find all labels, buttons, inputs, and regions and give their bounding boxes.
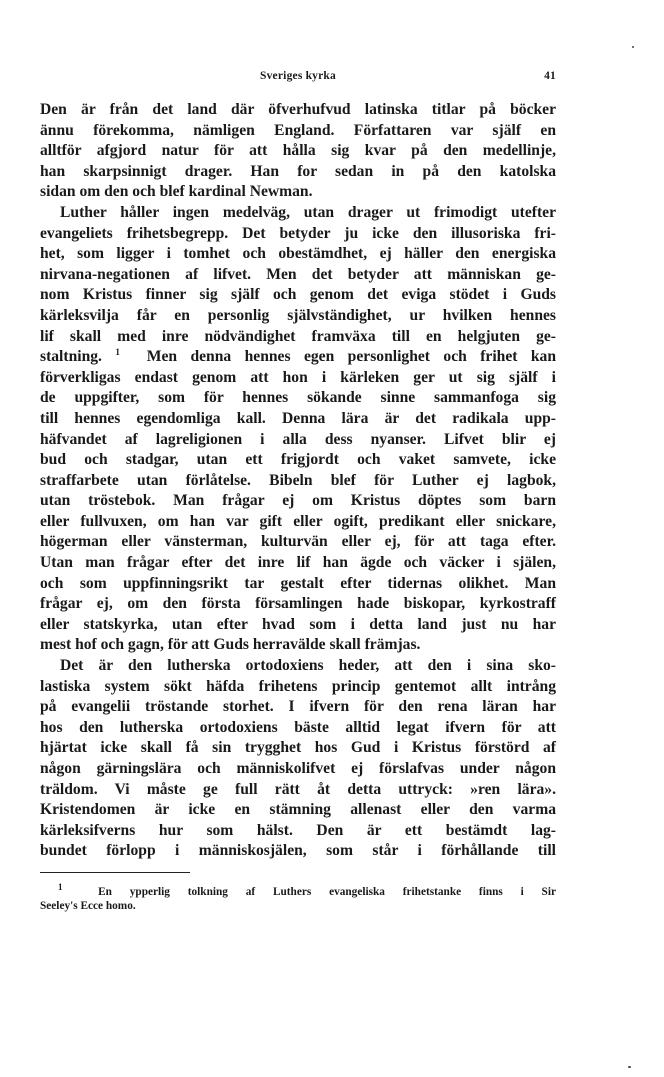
text-line: kärleksifverns hur som hälst. Den är ett bestämdt lag- [40,821,556,839]
scan-speck [628,1066,631,1068]
text-line: eller fullvuxen, om han var gift eller ogift, predikant eller snickare, [40,512,556,530]
text-line: alltför afgjord natur för att hålla sig kvar på den medellinje, [40,142,556,160]
text-line: någon gärningslära och människolifvet ej förslafvas under någon [40,760,556,777]
text-line: sidan om den och blef kardinal Newman. [40,183,313,201]
text-line: bud och stadgar, utan ett frigjordt och vaket samvete, icke [40,451,556,469]
text-line: eller statskyrka, utan efter hvad som i detta land just nu har [40,615,556,633]
footnote-marker: 1 [58,882,63,893]
text-line: nom Kristus finner sig själf och genom det eviga stödet i Guds [40,286,556,304]
text-line: straffarbete utan förlåtelse. Bibeln blef för Luther ej lagbok, [40,471,556,489]
page-number: 41 [544,70,556,82]
text-line: frågar ej, om den första församlingen hade biskopar, kyrkostraff [40,595,556,613]
paragraph-3 [40,656,556,862]
text-line: het, som ligger i tomhet och obestämdhet, ej häller den energiska [40,245,556,263]
text-line: träldom. Vi måste ge full rätt åt detta uttryck: »ren lära». [40,780,556,798]
text-line: utan tröstebok. Man frågar ej om Kristus döptes som barn [40,492,556,510]
paragraph-2 [40,203,556,656]
text-line: häfvandet af lagreligionen i alla dess nyanser. Lifvet blir ej [40,430,556,448]
text-line: kärleksvilja får en personlig självständighet, ur hvilken hennes [40,306,556,324]
footnote-text: En ypperlig tolkning af Luthers evangeliska frihetstanke finns i Sir [98,885,556,898]
text-line: Utan man frågar efter det inre lif han ägde och väcker i själen, [40,554,556,572]
text-line: bundet förlopp i människosjälen, som står i förhållande till [40,842,556,860]
running-title: Sveriges kyrka [260,70,336,82]
text-line: mest hof och gagn, för att Guds herravälde skall främjas. [40,636,421,654]
text-segment: Men denna hennes egen personlighet och frihet kan [146,348,556,366]
text-line: Luther håller ingen medelväg, utan drager ut frimodigt utefter [60,203,556,221]
footnote-divider [40,872,190,873]
text-line: Den är från det land där öfverhufvud latinska titlar på böcker [40,101,556,118]
text-line: förverkligas endast genom att hon i kärleken ger ut sig själf i [40,368,556,386]
footnote [40,882,556,914]
text-line: lastiska system sökt häfda frihetens princip gentemot allt intrång [40,677,556,695]
text-line: nirvana-negationen af lifvet. Men det betyder att människan ge- [40,265,556,283]
text-line: hos den lutherska ortodoxiens bäste alltid legat ifvern för att [40,718,556,736]
text-line: till hennes egendomliga kall. Denna lära är det radikala upp- [40,409,556,427]
text-line: Det är den lutherska ortodoxiens heder, att den i sina sko- [60,657,556,675]
running-head [40,64,556,86]
footnote-line [40,882,556,900]
text-line: på evangelii tröstande storhet. I ifvern för den rena läran har [40,698,556,716]
book-page [40,64,556,914]
text-line: Kristendomen är icke en stämning allenast eller den varma [40,801,556,819]
text-line: lif skall med inre nödvändighet framväxa till en helgjuten ge- [40,327,556,345]
body-text [40,100,556,862]
text-line: evangeliets frihetsbegrepp. Det betyder ju icke den illusoriska fri- [40,224,556,242]
paragraph-1 [40,100,556,203]
text-line: ännu förekomma, nämligen England. Författaren var själf en [40,121,556,139]
text-line: hjärtat icke skall få sin trygghet hos Gud i Kristus förstörd af [40,739,556,757]
footnote-reference: 1 [115,346,120,357]
text-segment: staltning. [40,348,102,366]
scan-speck [632,46,634,48]
footnote-line: Seeley's Ecce homo. [40,900,136,913]
text-line-with-footnote [40,347,556,368]
text-line: högerman eller vänsterman, kulturvän eller ej, för att taga efter. [40,533,556,551]
text-line: de uppgifter, som för hennes sökande sinne sammanfoga sig [40,389,556,407]
text-line: han skarpsinnigt drager. Han for sedan in på den katolska [40,162,556,180]
text-line: och som uppfinningsrikt tar gestalt efter tidernas olikhet. Man [40,574,556,592]
